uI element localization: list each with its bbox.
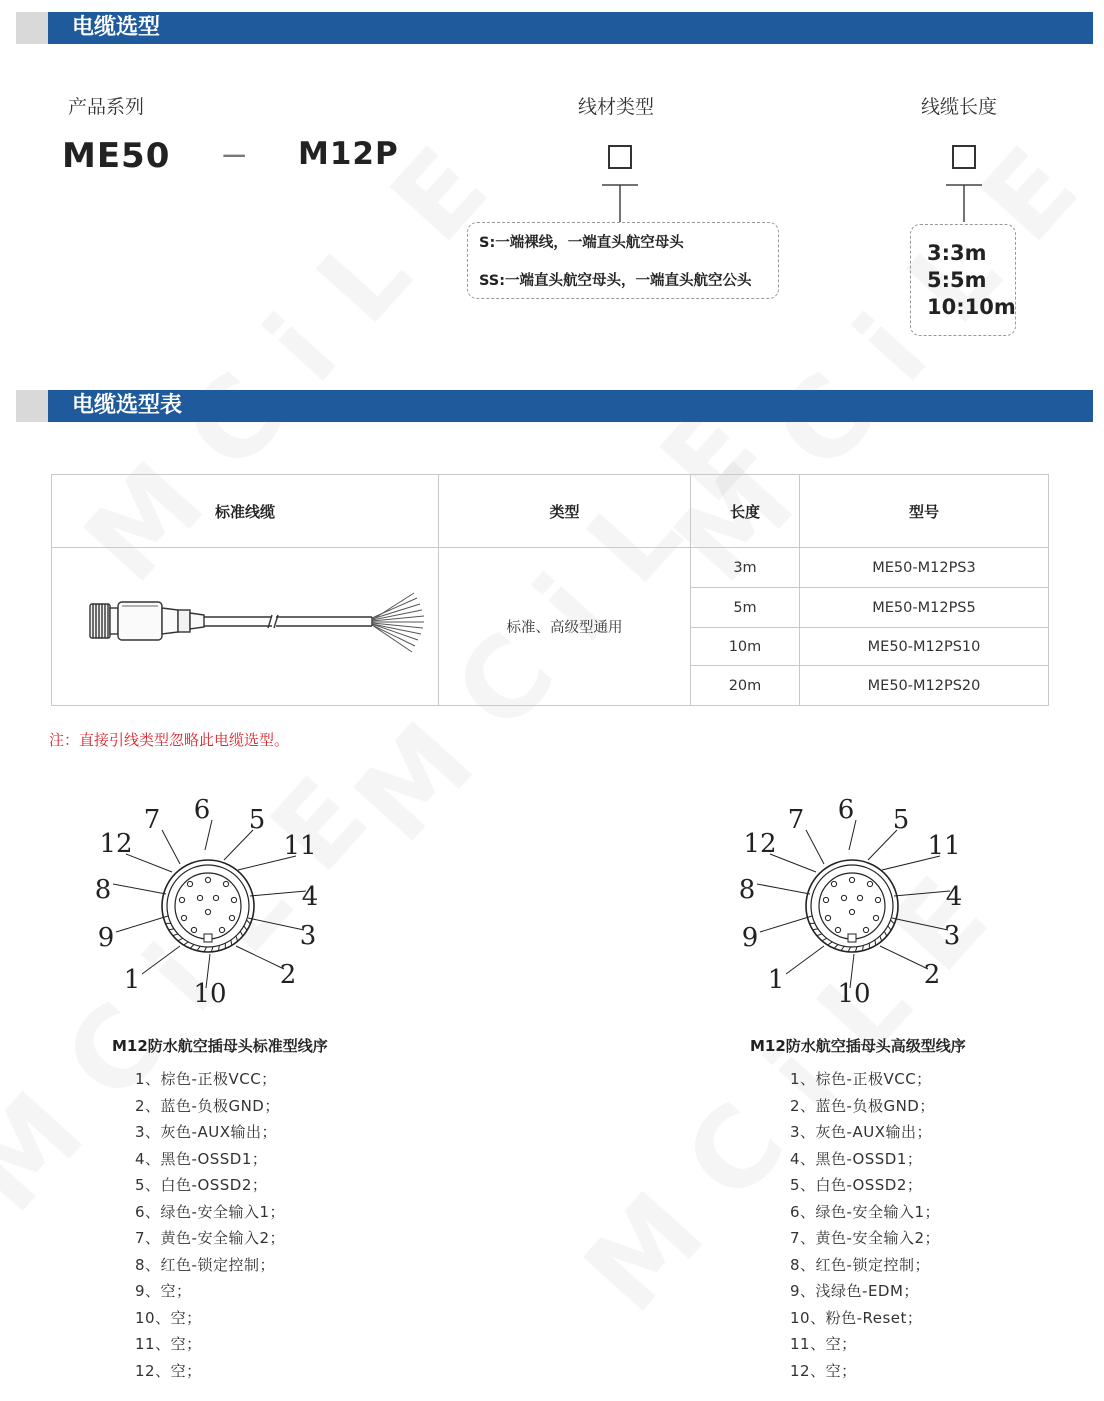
type-value: 标准、高级型通用 (506, 620, 623, 636)
list-item: 9、浅绿色-EDM； (790, 1282, 919, 1300)
advanced-wiring-list (790, 1066, 940, 1384)
length-option-5: 5:5m (927, 268, 987, 292)
connector-diagram-advanced (734, 788, 974, 1008)
header-model: 型号 (908, 502, 939, 521)
list-item: 1、棕色-正极VCC； (135, 1070, 277, 1088)
standard-wiring-list (135, 1066, 285, 1384)
pin-leader-line (116, 916, 168, 932)
pin-label: 10 (837, 979, 871, 1008)
table-row-model: ME50-M12PS3 (872, 559, 976, 576)
wire-type-connector (600, 178, 640, 224)
pin-label: 12 (743, 829, 777, 859)
pin-label: 12 (99, 829, 133, 859)
pin-label: 5 (248, 805, 266, 835)
pin-label: 1 (123, 965, 141, 995)
standard-wiring-title: M12防水航空插母头标准型线序 (112, 1037, 328, 1055)
list-item: 8、红色-锁定控制； (135, 1255, 275, 1274)
list-item: 7、黄色-安全输入2； (135, 1229, 286, 1247)
table-row-model: ME50-M12PS10 (867, 638, 981, 655)
pin-leader-line (806, 830, 824, 864)
wire-type-label: 线材类型 (578, 96, 655, 118)
connector-key (848, 934, 856, 942)
pin-leader-line (760, 916, 812, 932)
list-item: 6、绿色-安全输入1； (135, 1202, 286, 1221)
wire-type-option-s: S:一端裸线，一端直头航空母头 (479, 235, 684, 251)
section-header-cable-table (16, 390, 1093, 422)
list-item: 4、黑色-OSSD1； (135, 1149, 268, 1168)
pin-label: 8 (738, 875, 756, 905)
pin-leader-line (770, 854, 816, 872)
pin-leader-line (113, 884, 166, 894)
list-item: 5、白色-OSSD2； (790, 1176, 923, 1194)
header-tab (16, 390, 48, 422)
pin-leader-line (250, 891, 306, 896)
pin-label: 8 (94, 875, 112, 905)
list-item: 11、空； (135, 1335, 202, 1353)
pin-label: 11 (283, 831, 317, 861)
pin-leader-line (236, 946, 284, 969)
pin-label: 2 (279, 960, 297, 990)
list-item: 12、空； (135, 1361, 202, 1380)
pin-label: 7 (143, 805, 161, 835)
connector-diagram-standard (90, 788, 330, 1008)
length-box (952, 145, 976, 169)
wire-type-option-ss: SS:一端直头航空母头，一端直头航空公头 (479, 273, 752, 289)
pin-label: 7 (787, 805, 805, 835)
list-item: 5、白色-OSSD2； (135, 1176, 268, 1194)
length-label: 线缆长度 (921, 96, 998, 118)
pin-leader-line (162, 830, 180, 864)
list-item: 10、空； (135, 1308, 202, 1327)
pin-leader-line (894, 891, 950, 896)
pin-leader-line (248, 918, 304, 930)
list-item: 8、红色-锁定控制； (790, 1255, 930, 1274)
cable-illustration (82, 590, 432, 660)
section-title: 电缆选型 (72, 15, 161, 40)
table-row-model: ME50-M12PS5 (872, 599, 976, 616)
list-item: 2、蓝色-负极GND； (790, 1096, 935, 1115)
pin-label: 11 (927, 831, 961, 861)
pin-label: 2 (923, 960, 941, 990)
pin-label: 3 (943, 921, 961, 951)
list-item: 9、空； (135, 1282, 192, 1300)
length-option-10: 10:10m (927, 295, 1016, 319)
series-value: ME50 (62, 136, 171, 176)
table-note: 注：直接引线类型忽略此电缆选型。 (49, 731, 290, 749)
pin-label: 9 (97, 923, 115, 953)
pin-leader-line (142, 946, 180, 974)
list-item: 2、蓝色-负极GND； (135, 1096, 280, 1115)
pin-leader-line (126, 854, 172, 872)
pin-label: 6 (193, 795, 211, 825)
section-title: 电缆选型表 (72, 393, 183, 418)
cable-selection-table (51, 474, 1049, 706)
pin-label: 4 (945, 882, 963, 912)
pin-label: 10 (193, 979, 227, 1008)
list-item: 6、绿色-安全输入1； (790, 1202, 941, 1221)
length-connector (944, 178, 984, 224)
header-length: 长度 (729, 502, 760, 521)
advanced-wiring-title: M12防水航空插母头高级型线序 (750, 1037, 966, 1055)
list-item: 7、黄色-安全输入2； (790, 1229, 941, 1247)
header-tab (16, 12, 48, 44)
list-item: 10、粉色-Reset； (790, 1308, 923, 1327)
table-row-length: 5m (733, 599, 757, 616)
pin-leader-line (757, 884, 810, 894)
table-row-length: 3m (733, 559, 757, 576)
pin-leader-line (786, 946, 824, 974)
list-item: 12、空； (790, 1361, 857, 1380)
list-item: 11、空； (790, 1335, 857, 1353)
pin-label: 5 (892, 805, 910, 835)
pin-label: 6 (837, 795, 855, 825)
connector-key (204, 934, 212, 942)
pin-leader-line (880, 946, 928, 969)
pin-label: 9 (741, 923, 759, 953)
header-standard-cable: 标准线缆 (214, 502, 275, 521)
separator-dash: — (222, 134, 247, 174)
section-header-cable-selection (16, 12, 1093, 44)
table-row-length: 10m (728, 638, 762, 655)
list-item: 4、黑色-OSSD1； (790, 1149, 923, 1168)
list-item: 1、棕色-正极VCC； (790, 1070, 932, 1088)
table-row-model: ME50-M12PS20 (867, 677, 981, 694)
pin-label: 3 (299, 921, 317, 951)
model-code: M12P (298, 136, 399, 172)
pin-label: 1 (767, 965, 785, 995)
header-type: 类型 (549, 502, 580, 521)
pin-leader-line (892, 918, 948, 930)
pin-label: 4 (301, 882, 319, 912)
length-option-3: 3:3m (927, 241, 987, 265)
list-item: 3、灰色-AUX输出； (135, 1123, 277, 1141)
series-label: 产品系列 (68, 96, 145, 118)
wire-type-box (608, 145, 632, 169)
table-row-length: 20m (728, 677, 762, 694)
list-item: 3、灰色-AUX输出； (790, 1123, 932, 1141)
